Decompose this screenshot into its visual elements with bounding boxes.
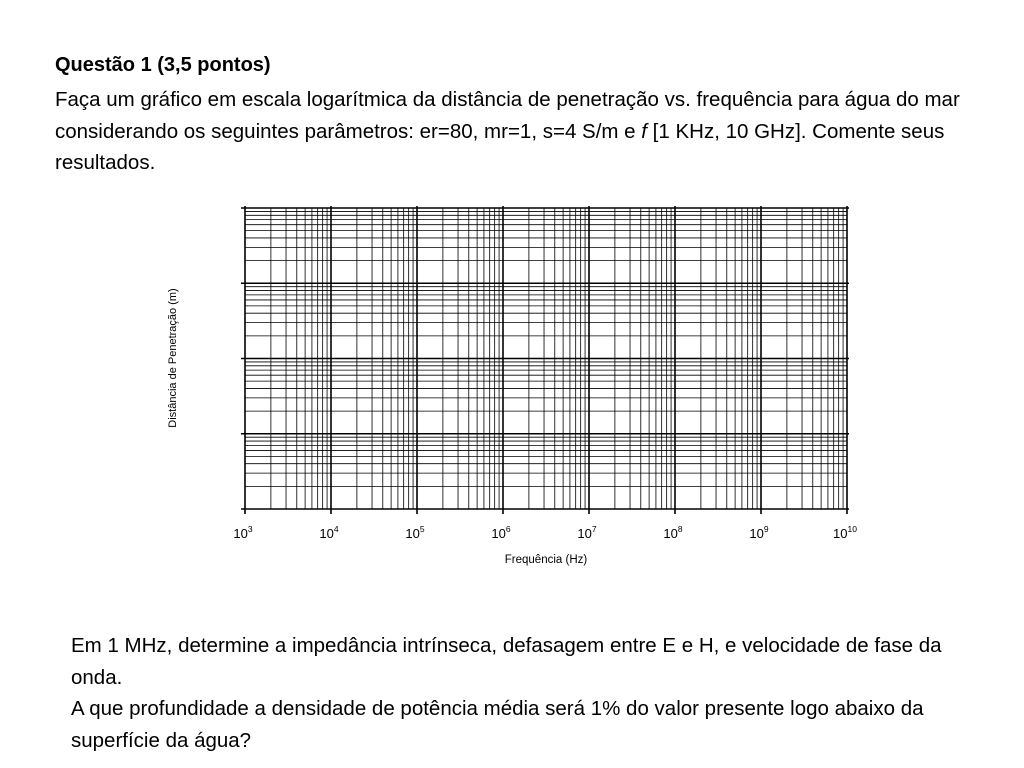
x-tick-label — [577, 524, 596, 541]
x-tick-label — [319, 524, 338, 541]
x-tick-exponent: 6 — [505, 524, 511, 534]
x-tick-base: 10 — [491, 526, 506, 541]
followup-question-2: A que profundidade a densidade de potência média será 1% do valor presente logo abaixo da superfície da água? — [71, 697, 924, 752]
x-tick-exponent: 9 — [763, 524, 769, 534]
y-axis-label: Distância de Penetração (m) — [167, 288, 179, 428]
x-tick-label — [833, 524, 857, 541]
followup-questions — [71, 630, 971, 756]
x-tick-base: 10 — [577, 526, 592, 541]
x-tick-base: 10 — [319, 526, 334, 541]
x-tick-base: 10 — [749, 526, 764, 541]
question-title: Questão 1 (3,5 pontos) — [55, 54, 271, 76]
x-tick-exponent: 4 — [333, 524, 339, 534]
x-tick-base: 10 — [833, 526, 848, 541]
x-tick-exponent: 7 — [591, 524, 597, 534]
x-tick-exponent: 3 — [247, 524, 253, 534]
x-tick-label — [749, 524, 768, 541]
x-axis-label: Frequência (Hz) — [504, 554, 588, 566]
question-statement — [55, 84, 985, 179]
x-tick-label — [663, 524, 682, 541]
x-tick-base: 10 — [233, 526, 248, 541]
x-tick-exponent: 10 — [847, 524, 857, 534]
statement-frequency-symbol: f — [641, 119, 647, 143]
followup-question-1: Em 1 MHz, determine a impedância intrínseca, defasagem entre E e H, e velocidade de fase da onda. — [71, 634, 942, 689]
statement-part-2: [1 KHz, 10 GHz]. Comente seus resultados. — [55, 119, 945, 174]
grid-major-lines — [241, 206, 849, 514]
x-tick-labels — [233, 524, 857, 541]
x-tick-label — [491, 524, 510, 541]
x-tick-base: 10 — [663, 526, 678, 541]
x-tick-exponent: 5 — [419, 524, 425, 534]
x-tick-exponent: 8 — [677, 524, 683, 534]
log-log-graph-paper — [150, 200, 880, 580]
x-tick-label — [233, 524, 252, 541]
x-tick-label — [405, 524, 424, 541]
x-tick-base: 10 — [405, 526, 420, 541]
statement-part-1: Faça um gráfico em escala logarítmica da distância de penetração vs. frequência para água do mar considerando os seguintes parâmetros: er=80, mr=1, s=4 S/m e — [55, 88, 960, 143]
